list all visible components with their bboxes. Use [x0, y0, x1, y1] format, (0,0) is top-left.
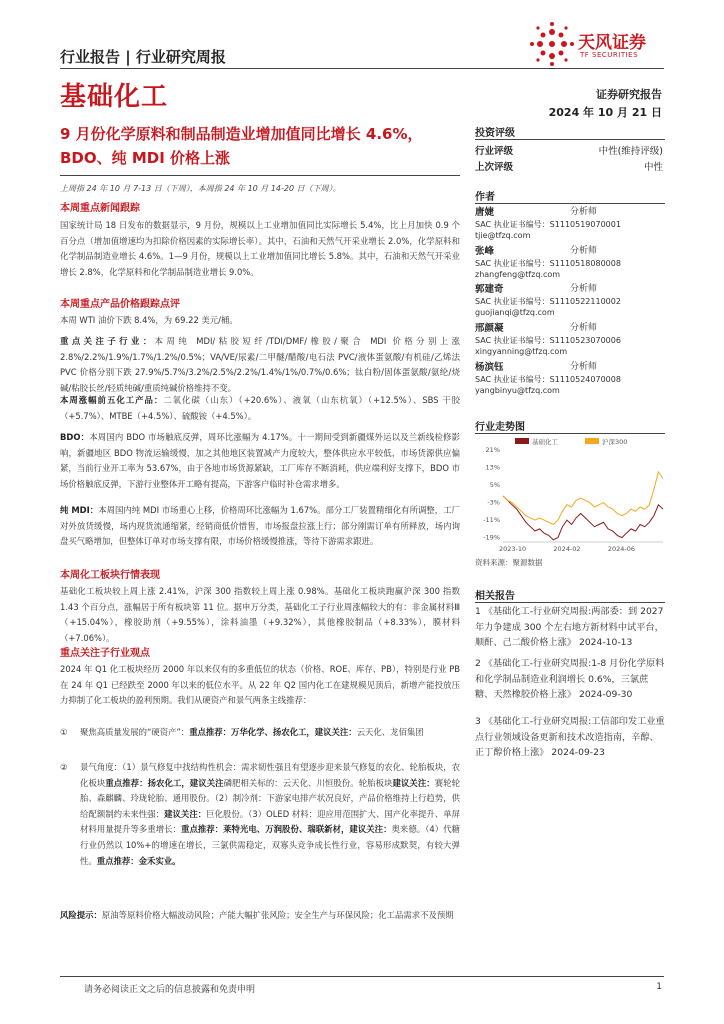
analyst-card: [475, 323, 665, 358]
headline-rule: [60, 175, 460, 176]
analyst-cert: SAC 执业证书编号：S1110519070001: [475, 219, 621, 229]
logo-name: 天风证券: [578, 33, 646, 53]
bullet-1-tail: 云天化、龙佰集团: [356, 727, 424, 737]
analyst-email[interactable]: xingyanning@tfzq.com: [475, 347, 568, 356]
analyst-card: [475, 284, 665, 319]
analyst-role: 分析师: [570, 323, 598, 333]
y-tick-label: -19%: [483, 533, 500, 542]
analyst-name: 郭建奇: [475, 284, 504, 295]
rating-value: 中性(维持评级): [598, 146, 663, 157]
footer-rule: [60, 976, 664, 977]
legend-swatch-0: [515, 438, 529, 444]
x-tick-label: 2024-06: [607, 545, 635, 553]
risk-text: 原油等原料价格大幅波动风险；产能大幅扩张风险；安全生产与环保风险；化工品需求不及预期: [101, 910, 454, 920]
rating-row-previous: [475, 159, 663, 173]
view-text: 2024 年 Q1 化工板块经历 2000 年以来仅有的多重低位的状态（价格、ROE、库存、PB），特别是行业 PB 在 24 年 Q1 已经跌至 2000 年以来的低位水平。从 22 年 Q2 国内化工在建规模见顶后，新增产能投放压力抑制了化工板块的盈利预期。我们从硬资产和景气两条主线推荐：: [60, 664, 460, 706]
analyst-email[interactable]: guojianqi@tfzq.com: [475, 308, 555, 317]
related-report-item[interactable]: 1 《基础化工-行业研究周报:两部委：到 2027 年力争建成 300 个左右地方新材料中试平台，顺酐、己二酸价格上涨》 2024-10-13: [475, 606, 664, 648]
series-line-0: [503, 496, 663, 540]
focus-text: 本周纯 MDI/粘胶短纤/TDI/DMF/橡胶/聚合 MDI 价格分别上涨 2.8%/2.2%/1.9%/1.7%/1.2%/0.5%；VA/VE/尿素/二甲醚/醋酸/电石法 PVC/液体蛋氨酸/有机硅/乙烯法 PVC 价格分别下跌 27.9%/5.7%/3.2%/2.5%/2.2%/1.4%/1%/0.7%/0.6%；钛白粉/固体蛋氨酸/氨纶/烧碱/粘胶长丝/轻质纯碱/重质纯碱价格维持不变。: [60, 336, 460, 393]
news-heading: 本周重点新闻跟踪: [60, 203, 140, 214]
analyst-email[interactable]: yangbinyu@tfzq.com: [475, 386, 560, 395]
analyst-role: 分析师: [570, 284, 598, 294]
mdi-text: 本周国内纯 MDI 市场重心上移，价格周环比涨幅为 1.67%。部分工厂装置精细化有所调整，工厂对外放货缓慢，场内现货流通缩紧，经销商低价惜售，市场报盘拉涨上行；部分刚需订单有所释放，场内询盘买气略增加，但整体订单对市场支撑有限，市场价格缓慢推涨，等待下游需求跟进。: [60, 505, 460, 547]
bullet-1-number: ①: [60, 727, 68, 737]
bdo-label: BDO：: [60, 432, 90, 442]
view-heading: 重点关注子行业观点: [60, 648, 150, 659]
page-number: 1: [656, 982, 662, 992]
report-headline: 9 月份化学原料和制品制造业增加值同比增长 4.6%，BDO、纯 MDI 价格上涨: [60, 125, 423, 167]
rating-row-industry: [475, 143, 663, 157]
header-rule: [60, 68, 664, 69]
risk-label: 风险提示：: [60, 910, 102, 920]
bullet-2-bold-a: 重点推荐：扬农化工，建议关注: [105, 777, 224, 788]
sector-heading: 本周化工板块行情表现: [60, 570, 160, 581]
price-heading: 本周重点产品价格跟踪点评: [60, 299, 180, 310]
report-category: 证券研究报告: [596, 88, 662, 101]
top5-text: 二氧化碳（山东）（+20.6%）、液氧（山东杭氧）（+12.5%）、SBS 干胶（+5.7%）、MTBE（+4.5%）、硫酸铵（+4.5%）。: [60, 395, 460, 421]
bullet-2: [60, 760, 460, 869]
authors-rule: [475, 203, 665, 204]
analyst-name: 张峰: [475, 246, 495, 257]
analyst-card: [475, 207, 665, 242]
analyst-role: 分析师: [570, 207, 598, 217]
bullet-2-text-e: 奥来德。（4）代糖行业仍然以 10%+的增速在增长，三氯供需稳定，双寡头竞争成长性行业，容易形成默契，有较大弹性。: [80, 824, 461, 866]
analyst-cert: SAC 执业证书编号：S1110518080008: [475, 258, 621, 268]
bullet-2-text-c: 赛轮轮胎、森麒麟、玲珑轮胎、通用股份。（2）制冷剂：下游家电排产状况良好，产品价格维持上行趋势，供给配额制约未来性强：: [80, 777, 461, 819]
rating-key: 上次评级: [475, 162, 514, 173]
bdo-paragraph: [60, 430, 460, 492]
logo-mark-icon: [528, 20, 576, 68]
sector-title: 基础化工: [60, 82, 169, 112]
bullet-2-bold-d: 重点推荐：莱特光电、万润股份、瑞联新材，建议关注：: [181, 824, 392, 835]
y-tick-label: 21%: [485, 446, 500, 454]
series-line-1: [503, 472, 663, 525]
news-text: 国家统计局 18 日发布的数据显示，9 月份，规模以上工业增加值同比实际增长 5.4%，比上月加快 0.9 个百分点（增加值增速均为扣除价格因素的实际增长率）。其中，石油和天然气开采业增长 2.0%，化学原料和化学制品制造业增长 4.6%。1—9 月份，规模以上工业增加值同比增长 5.8%。其中，石油和天然气开采业增长 2.8%，化学原料和化学制品制造业增长 9.0%。: [60, 220, 460, 277]
bdo-text: 本周国内 BDO 市场触底反弹，周环比涨幅为 4.17%。十一期间受到新疆煤外运以及兰新线检修影响，新疆地区 BDO 物流运输缓慢，加之其他地区装置减产力度较大，整体供应水平较低，市场货源供应偏紧，当前行业开工率为 53.67%，由于各地市场货源紧缺，工厂库存不断消耗，供应端利好支撑下，BDO 市场价格触底反弹，下游行业整体开工略有提高，下游客户临时补仓需求增多。: [60, 432, 460, 489]
y-tick-label: 13%: [485, 463, 500, 472]
trend-chart: [475, 436, 665, 554]
analyst-name: 邢颜凝: [475, 323, 504, 334]
risk-paragraph: [60, 908, 460, 924]
bullet-1-bold: 重点推荐：万华化学、扬农化工，建议关注：: [189, 727, 357, 737]
logo: [528, 20, 668, 68]
analyst-role: 分析师: [570, 362, 598, 372]
rating-rule: [475, 139, 665, 140]
x-tick-label: 2023-10: [499, 545, 527, 553]
bullet-2-text-b: 磷肥相关标的：云天化、川恒股份。轮胎板块: [223, 777, 393, 788]
legend-label: 沪深300: [602, 438, 628, 446]
report-date: 2024 年 10 月 21 日: [548, 106, 662, 119]
analyst-email[interactable]: tjie@tfzq.com: [475, 231, 531, 240]
doc-type: 行业报告 | 行业研究周报: [60, 48, 226, 66]
focus-paragraph: [60, 334, 460, 396]
analyst-cert: SAC 执业证书编号：S1110524070008: [475, 374, 621, 384]
bullet-1-text: 聚焦高质量发展的“硬资产”：: [80, 727, 190, 737]
bullet-2-bold-b: 建议关注：: [392, 777, 435, 788]
top5-paragraph: [60, 393, 460, 424]
analyst-cert: SAC 执业证书编号：S1110522110002: [475, 296, 621, 306]
price-text: 本周 WTI 油价下跌 8.4%，为 69.22 美元/桶。: [60, 315, 238, 325]
related-report-item[interactable]: 3 《基础化工-行业研究周报:工信部印发工业重点行业领域设备更新和技术改造指南，辛醇、正丁醇价格上涨》 2024-09-23: [475, 716, 665, 758]
chart-source: 资料来源：聚源数据: [475, 558, 543, 567]
analyst-name: 唐婕: [475, 207, 495, 218]
bullet-2-bold-e: 重点推荐：金禾实业。: [96, 855, 181, 866]
analyst-cert: SAC 执业证书编号：S1110523070006: [475, 335, 621, 345]
top5-label: 本周涨幅前五化工产品：: [60, 395, 164, 405]
footer-disclaimer[interactable]: 请务必阅读正文之后的信息披露和免责申明: [84, 985, 256, 995]
chart-heading: 行业走势图: [475, 422, 525, 433]
rating-value: 中性: [643, 162, 663, 173]
analyst-email[interactable]: zhangfeng@tfzq.com: [475, 270, 561, 279]
x-tick-label: 2024-02: [553, 545, 581, 553]
bullet-2-text-a: 景气角度：（1）景气修复中找结构性机会：需求韧性强且有望逐步迎来景气修复的农化、轮胎板块，农化板块: [80, 762, 460, 788]
logo-en: TF SECURITIES: [580, 51, 639, 59]
mdi-paragraph: [60, 503, 460, 550]
related-rule: [475, 602, 665, 603]
mdi-label: 纯 MDI：: [60, 505, 99, 515]
focus-label: 重点关注子行业：: [60, 336, 155, 346]
analyst-card: [475, 246, 665, 281]
y-tick-label: -11%: [483, 516, 500, 525]
authors-heading: 作者: [475, 192, 495, 203]
analyst-role: 分析师: [570, 246, 598, 256]
sector-text: 基础化工板块较上周上涨 2.41%，沪深 300 指数较上周上涨 0.98%。基础化工板块跑赢沪深 300 指数 1.43 个百分点，涨幅居于所有板块第 11 位。据申万分类，基础化工子行业周涨幅较大的有：非金属材料Ⅲ（+15.04%），橡胶助剂（+9.55%），涂料油墨（+9.32%），其他橡胶制品（+8.33%），膜材料（+7.06%）。: [60, 586, 460, 643]
related-report-item[interactable]: 2 《基础化工-行业研究周报:1-8 月份化学原料和化学制品制造业利润增长 0.6%，三氯蔗糖、天然橡胶价格上涨》 2024-09-30: [475, 658, 665, 700]
rating-key: 行业评级: [475, 146, 514, 157]
week-note: 上周指 24 年 10 月 7-13 日（下周），本周指 24 年 10 月 14-20 日（下周）。: [60, 184, 341, 193]
legend-label: 基础化工: [532, 438, 558, 446]
legend-swatch-1: [585, 438, 599, 444]
y-tick-label: 5%: [489, 481, 500, 490]
rating-heading: 投资评级: [475, 128, 515, 139]
bullet-1: [60, 725, 460, 741]
analyst-name: 杨滨钰: [475, 362, 504, 373]
chart-rule: [475, 433, 665, 434]
bullet-2-bold-c: 建议关注：: [164, 808, 207, 819]
bullet-2-number: ②: [60, 762, 68, 772]
related-heading: 相关报告: [475, 591, 515, 602]
y-tick-label: -3%: [487, 498, 500, 507]
bullet-2-text-d: 巨化股份。（3）OLED 材料：迎应用范围扩大、国产化率提升、单屏材料用量提升等多重增长：: [80, 808, 461, 835]
analyst-card: [475, 362, 665, 397]
